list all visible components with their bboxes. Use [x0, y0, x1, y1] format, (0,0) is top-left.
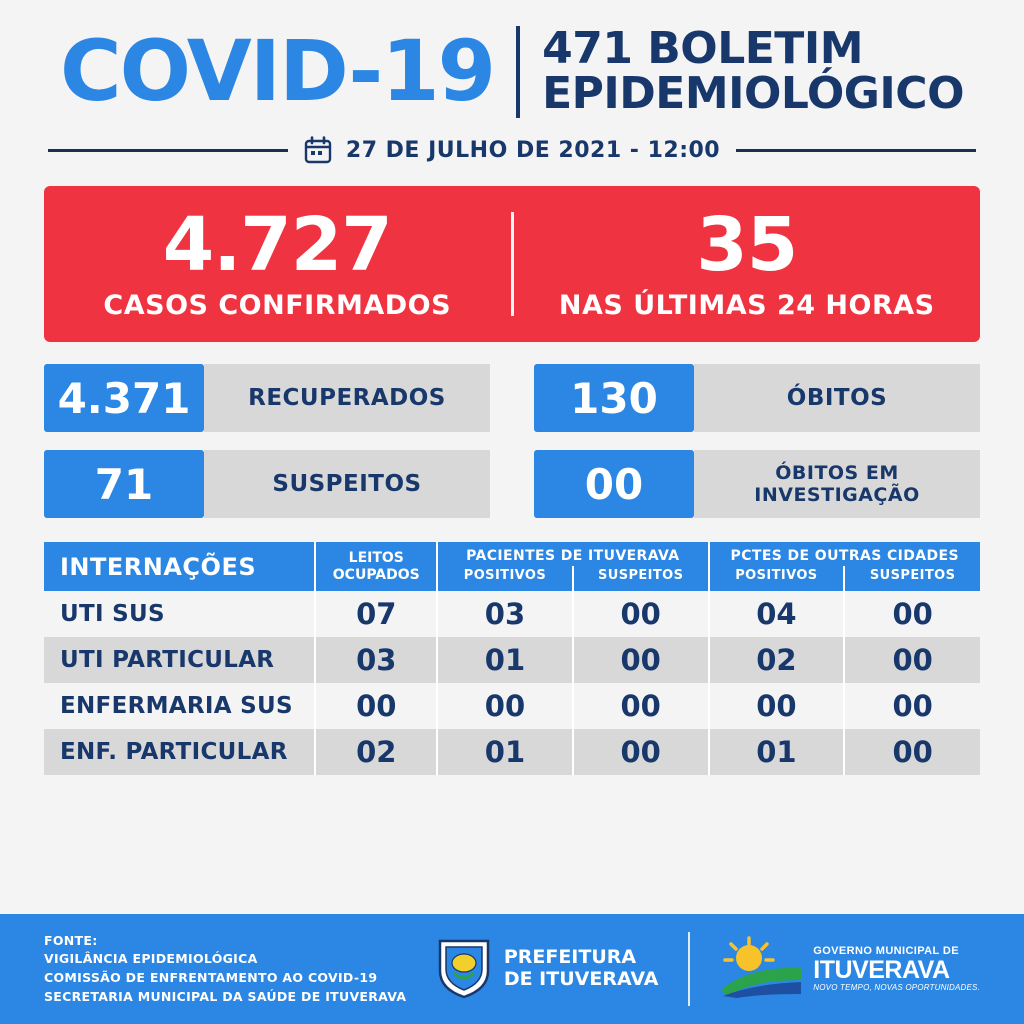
stat-recuperados-value: 4.371 [44, 364, 204, 432]
stat-obitos-investigacao [534, 450, 980, 518]
cell-suspeitos-outras: 00 [844, 683, 980, 729]
stat-suspeitos [44, 450, 490, 518]
stat-recuperados [44, 364, 490, 432]
page-footer [0, 914, 1024, 1024]
sun-icon [719, 936, 803, 1003]
subcol-suspeitos-ituverava: SUSPEITOS [573, 566, 709, 591]
stat-suspeitos-value: 71 [44, 450, 204, 518]
group-pacientes-outras-cidades: PCTES DE OUTRAS CIDADES [709, 542, 980, 566]
cell-leitos: 00 [315, 683, 437, 729]
governo-tagline: NOVO TEMPO, NOVAS OPORTUNIDADES. [813, 983, 980, 993]
prefeitura-logo [436, 935, 659, 1004]
col-leitos-line2: OCUPADOS [332, 566, 420, 583]
stat-recuperados-label: RECUPERADOS [204, 364, 490, 432]
date-row [0, 136, 1024, 164]
confirmed-cases-label: CASOS CONFIRMADOS [103, 289, 452, 321]
last-24h-value: 35 [696, 201, 798, 288]
row-label: ENFERMARIA SUS [44, 683, 315, 729]
subcol-positivos-outras: POSITIVOS [709, 566, 845, 591]
prefeitura-line1: PREFEITURA [503, 946, 637, 969]
source-line-1: VIGILÂNCIA EPIDEMIOLÓGICA [44, 951, 258, 967]
row-label: ENF. PARTICULAR [44, 729, 315, 775]
row-label: UTI SUS [44, 591, 315, 637]
governo-text [813, 945, 980, 993]
date-rule-left [48, 149, 288, 152]
cell-leitos: 02 [315, 729, 437, 775]
table-head [44, 542, 980, 591]
bulletin-date: 27 DE JULHO DE 2021 - 12:00 [345, 137, 721, 163]
cell-suspeitos-ituverava: 00 [573, 683, 709, 729]
confirmed-cases-cell [44, 201, 511, 321]
date-rule-right [736, 149, 976, 152]
footer-divider [688, 932, 690, 1006]
stat-obitos [534, 364, 980, 432]
confirmed-cases-value: 4.727 [162, 201, 392, 288]
bulletin-title-line1: 471 BOLETIM [542, 23, 863, 75]
stat-obitos-investigacao-label: ÓBITOS EM INVESTIGAÇÃO [694, 450, 980, 518]
table-row [44, 591, 980, 637]
table-title: INTERNAÇÕES [44, 542, 315, 591]
cell-positivos-outras: 02 [709, 637, 845, 683]
bulletin-title [542, 23, 964, 119]
cell-leitos: 07 [315, 591, 437, 637]
stat-obitos-value: 130 [534, 364, 694, 432]
table-body [44, 591, 980, 775]
stat-obitos-label: ÓBITOS [694, 364, 980, 432]
calendar-icon [304, 136, 332, 164]
cell-positivos-ituverava: 01 [437, 729, 573, 775]
cell-positivos-outras: 04 [709, 591, 845, 637]
bulletin-title-line2: EPIDEMIOLÓGICO [542, 68, 964, 119]
date-block [288, 136, 736, 164]
hospitalizations-table [44, 542, 980, 775]
coat-of-arms-icon [436, 935, 492, 1004]
source-line-2: COMISSÃO DE ENFRENTAMENTO AO COVID-19 [44, 970, 378, 985]
cell-leitos: 03 [315, 637, 437, 683]
cell-suspeitos-ituverava: 00 [573, 637, 709, 683]
governo-municipal-logo [719, 936, 980, 1003]
col-leitos-ocupados [315, 542, 437, 591]
page-header [0, 0, 1024, 121]
cell-suspeitos-ituverava: 00 [573, 591, 709, 637]
last-24h-cell [514, 201, 981, 321]
table-row [44, 683, 980, 729]
subcol-positivos-ituverava: POSITIVOS [437, 566, 573, 591]
table-header-row [44, 542, 980, 566]
cell-suspeitos-outras: 00 [844, 591, 980, 637]
stats-grid [44, 364, 980, 518]
cell-suspeitos-outras: 00 [844, 637, 980, 683]
governo-line1: GOVERNO MUNICIPAL DE [813, 944, 959, 957]
prefeitura-line2: DE ITUVERAVA [503, 968, 659, 990]
confirmed-cases-banner [44, 186, 980, 342]
col-leitos-line1: LEITOS [348, 550, 404, 567]
row-label: UTI PARTICULAR [44, 637, 315, 683]
cell-positivos-ituverava: 03 [437, 591, 573, 637]
governo-line2: ITUVERAVA [813, 955, 950, 984]
last-24h-label: NAS ÚLTIMAS 24 HORAS [558, 289, 935, 321]
cell-suspeitos-ituverava: 00 [573, 729, 709, 775]
hospitalizations-table-wrap [44, 542, 980, 775]
cell-positivos-ituverava: 00 [437, 683, 573, 729]
table-row [44, 729, 980, 775]
prefeitura-text [504, 947, 659, 991]
group-pacientes-ituverava: PACIENTES DE ITUVERAVA [437, 542, 708, 566]
source-block [44, 932, 406, 1007]
cell-positivos-ituverava: 01 [437, 637, 573, 683]
banner-divider [511, 212, 514, 316]
title-divider [516, 26, 520, 118]
cell-suspeitos-outras: 00 [844, 729, 980, 775]
subcol-suspeitos-outras: SUSPEITOS [844, 566, 980, 591]
page-title: COVID-19 [60, 22, 495, 121]
source-line-3: SECRETARIA MUNICIPAL DA SAÚDE DE ITUVERAVA [44, 988, 407, 1004]
cell-positivos-outras: 01 [709, 729, 845, 775]
stat-obitos-investigacao-value: 00 [534, 450, 694, 518]
cell-positivos-outras: 00 [709, 683, 845, 729]
source-label: FONTE: [44, 932, 98, 948]
table-row [44, 637, 980, 683]
stat-suspeitos-label: SUSPEITOS [204, 450, 490, 518]
